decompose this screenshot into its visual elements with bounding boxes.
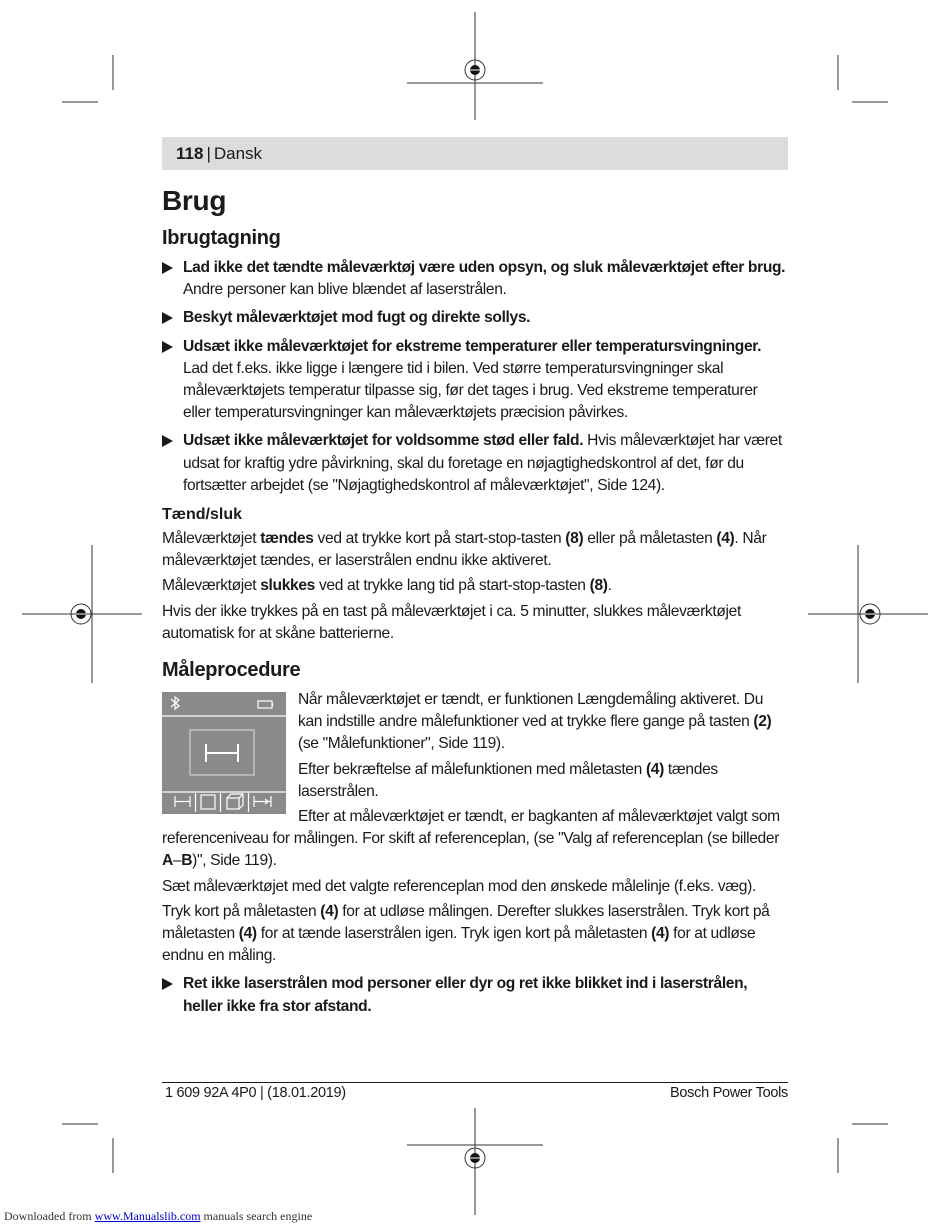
text: eller på måletasten [583, 530, 717, 548]
header-separator: | [206, 143, 211, 163]
page-content [162, 180, 788, 1024]
area-icon [201, 795, 215, 809]
warning-bullets [162, 973, 788, 1017]
bold-text: slukkes [260, 577, 315, 595]
heading-ibrugtagning: Ibrugtagning [162, 227, 281, 249]
footer-brand: Bosch Power Tools [670, 1085, 788, 1101]
page-header [162, 137, 788, 170]
triangle-bullet-icon [162, 435, 173, 447]
bold-text: (4) [645, 760, 664, 778]
length-measure-icon [206, 744, 238, 762]
text: for at udløse endnu en måling. [162, 925, 756, 965]
triangle-bullet-icon [162, 262, 173, 274]
bullet-text: Andre personer kan blive blændet af laserstrålen. [183, 281, 507, 299]
bullet-bold-text: Ret ikke laserstrålen mod personer eller dyr og ret ikke blikket ind i laserstrålen, heller ikke fra stor afstand. [183, 975, 748, 1015]
bullet-bold-text: Beskyt måleværktøjet mod fugt og direkte sollys. [183, 309, 531, 327]
text: Måleværktøjet [162, 577, 261, 595]
text: tændes laserstrålen. [298, 760, 718, 800]
display-svg [162, 692, 286, 814]
text: Når måleværktøjet er tændt, er funktionen Længdemåling aktiveret. Du kan indstille andre målefunktioner ved at trykke flere gange på tasten [298, 691, 764, 731]
text: . Når måleværktøjet tændes, er laserstrålen endnu ikke aktiveret. [162, 530, 767, 570]
text: ved at trykke kort på start-stop-tasten [313, 530, 566, 548]
paragraph-auto-off: Hvis der ikke trykkes på en tast på måleværktøjet i ca. 5 minutter, slukkes måleværktøjet automatisk for at skåne batterierne. [162, 602, 741, 642]
device-display-illustration [162, 692, 286, 814]
text: for at udløse målingen. Derefter slukkes laserstrålen. Tryk kort på måletasten [162, 902, 770, 943]
download-notice [4, 1209, 312, 1224]
bullet-text: Lad det f.eks. ikke ligge i længere tid i bilen. Ved større temperatursvingninger skal måleværktøjets temperatur tilpasse sig, før det tages i brug. Ved ekstreme temperaturer eller temperatursvingninger kan måleværktøjets præcision påvirkes. [183, 359, 758, 422]
bold-text: (8) [565, 530, 584, 548]
continuous-measure-icon [254, 796, 271, 807]
paragraph-referenceniveau [162, 806, 788, 873]
bold-text: (8) [589, 577, 608, 595]
bold-text: tændes [260, 530, 314, 548]
procedure-block [162, 689, 788, 873]
triangle-bullet-icon [162, 341, 173, 353]
triangle-bullet-icon [162, 312, 173, 324]
page-footer [162, 1082, 788, 1101]
text: )", Side 119). [192, 852, 277, 870]
length-small-icon [175, 796, 190, 807]
paragraph-maalelinje: Sæt måleværktøjet med det valgte referenceplan mod den ønskede målelinje (f.eks. væg). [162, 877, 756, 895]
page-number: 118 [176, 143, 204, 163]
footer-doc-id: 1 609 92A 4P0 | (18.01.2019) [165, 1085, 346, 1101]
bold-text: (2) [753, 713, 772, 731]
paragraph-taendes [162, 528, 788, 572]
text: – [172, 852, 182, 870]
battery-icon [258, 701, 272, 708]
text: . [607, 577, 612, 595]
download-suffix: manuals search engine [200, 1209, 313, 1223]
text: for at tænde laserstrålen igen. Tryk igen kort på måletasten [256, 925, 652, 943]
bold-text: (4) [238, 925, 257, 943]
bullet-bold-text: Lad ikke det tændte måleværktøj være uden opsyn, og sluk måleværktøjet efter brug. [183, 259, 786, 276]
heading-maaleprocedure: Måleprocedure [162, 659, 301, 682]
text: (se "Målefunktioner", Side 119). [298, 735, 505, 753]
heading-taend-sluk: Tænd/sluk [162, 506, 243, 524]
ibrugtagning-bullets [162, 257, 788, 497]
bluetooth-icon [171, 697, 179, 709]
paragraph-udloese [162, 901, 788, 968]
bold-text: (4) [716, 530, 735, 548]
bold-text: (4) [651, 925, 670, 943]
text: Efter at måleværktøjet er tændt, er bagkanten af måleværktøjet valgt som referenceniveau for målingen. For skift af referenceplan, (se "Valg af referenceplan (se billeder [162, 808, 780, 848]
text: Tryk kort på måletasten [162, 902, 321, 920]
header-language: Dansk [213, 143, 263, 163]
bold-text: A [162, 852, 173, 870]
list-item [162, 257, 788, 301]
text: Efter bekræftelse af målefunktionen med måletasten [298, 760, 646, 778]
download-prefix: Downloaded from [4, 1209, 95, 1223]
text: ved at trykke lang tid på start-stop-tasten [315, 577, 590, 595]
text: Måleværktøjet [162, 530, 261, 548]
volume-icon [227, 794, 243, 809]
bold-text: (4) [320, 902, 339, 920]
bold-text: B [181, 852, 193, 870]
list-item [162, 973, 788, 1017]
bullet-bold-text: Udsæt ikke måleværktøjet for voldsomme stød eller fald. [183, 432, 584, 450]
bullet-text: Hvis måleværktøjet har været udsat for kraftig ydre påvirkning, skal du foretage en nøjagtighedskontrol af det, før du fortsætter arbejdet (se "Nøjagtighedskontrol af måleværktøjet", Side 124). [183, 432, 782, 494]
list-item [162, 307, 788, 329]
manualslib-link[interactable]: www.Manualslib.com [94, 1209, 201, 1223]
paragraph-slukkes [162, 575, 788, 597]
bullet-bold-text: Udsæt ikke måleværktøjet for ekstreme temperaturer eller temperatursvingninger. [183, 337, 762, 355]
list-item [162, 336, 788, 425]
page-title: Brug [162, 185, 227, 216]
triangle-bullet-icon [162, 978, 173, 990]
list-item [162, 430, 788, 497]
